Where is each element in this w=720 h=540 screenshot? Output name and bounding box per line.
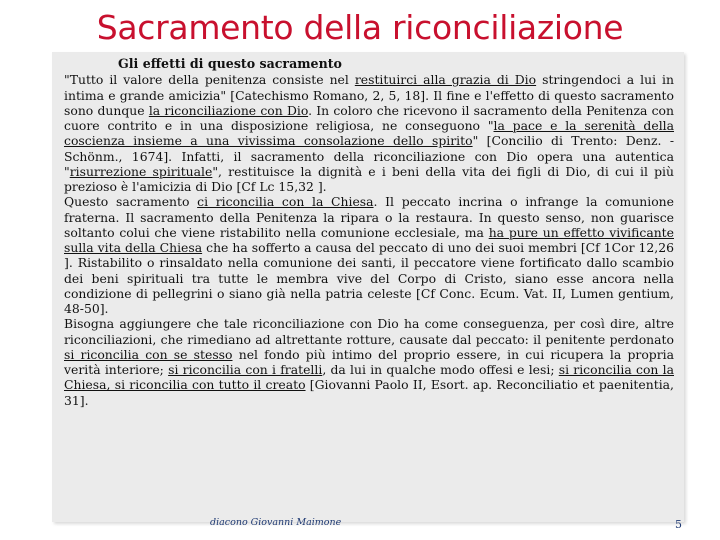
paragraph-text: nel fondo più intimo del proprio essere, in cui ricupera la propria verità interiore; <box>64 346 674 377</box>
paragraph-list <box>64 72 674 408</box>
paragraph-text: , da lui in qualche modo offesi e lesi; <box>322 362 559 377</box>
underlined-text: la pace e la serenità della coscienza insieme a una vivissima consolazione dello spirito <box>64 118 675 149</box>
paragraph-text: che ha sofferto a causa del peccato di uno dei suoi membri [Cf 1Cor 12,26 ]. Ristabilito o rinsaldato nella comunione dei santi, il peccatore viene fortificato dallo scambio dei beni spirituali tra tutte le membra vive del Corpo di Cristo, siano esse ancora nella condizione di pellegrini o siano già nella patria celeste [Cf Conc. Ecum. Vat. II, Lumen gentium, 48-50]. <box>64 240 674 316</box>
underlined-text: ci riconcilia con la Chiesa <box>197 194 374 210</box>
underlined-text: risurrezione spirituale <box>69 163 213 179</box>
paragraph <box>64 316 674 408</box>
paragraph-text: "Tutto il valore della penitenza consiste nel <box>64 72 355 88</box>
slide-body <box>64 56 674 408</box>
slide-title: Sacramento della riconciliazione <box>96 8 624 47</box>
slide-subtitle: Gli effetti di questo sacramento <box>118 56 342 71</box>
underlined-text: la riconciliazione con Dio <box>148 102 309 118</box>
underlined-text: si riconcilia con la Chiesa, si riconcilia con tutto il creato <box>64 362 674 393</box>
underlined-text: restituirci alla grazia di Dio <box>354 72 537 88</box>
page-number: 5 <box>675 518 682 531</box>
paragraph-text: " [Concilio di Trento: Denz. -Schönm., 1674]. Infatti, il sacramento della riconciliazione con Dio opera una autentica " <box>64 133 675 179</box>
paragraph-text: [Giovanni Paolo II, Esort. ap. Reconciliatio et paenitentia, 31]. <box>64 377 674 408</box>
underlined-text: si riconcilia con i fratelli <box>168 362 323 377</box>
paragraph-text: . Il peccato incrina o infrange la comunione fraterna. Il sacramento della Penitenza la ripara o la restaura. In questo senso, non guarisce soltanto colui che viene ristabilito nella comunione ecclesiale, ma <box>64 194 674 240</box>
underlined-text: si riconcilia con se stesso <box>64 346 233 362</box>
paragraph-text: Bisogna aggiungere che tale riconciliazione con Dio ha come conseguenza, per così dire, altre riconciliazioni, che rimediano ad altrettante rotture, causate dal peccato: il penitente perdonato <box>64 316 674 347</box>
paragraph <box>64 194 674 316</box>
footer-author: diacono Giovanni Maimone <box>210 517 342 528</box>
paragraph-text: stringendoci a lui in intima e grande amicizia" [Catechismo Romano, 2, 5, 18]. Il fine e l'effetto di questo sacramento sono dunque <box>64 72 674 118</box>
paragraph <box>64 72 674 194</box>
underlined-text: ha pure un effetto vivificante sulla vita della Chiesa <box>64 224 674 255</box>
paragraph-text: . In coloro che ricevono il sacramento della Penitenza con cuore contrito e in una disposizione religiosa, ne conseguono " <box>64 102 674 133</box>
paragraph-text: Questo sacramento <box>64 194 198 210</box>
paragraph-text: ", restituisce la dignità e i beni della vita dei figli di Dio, di cui il più prezioso è l'amicizia di Dio [Cf Lc 15,32 ]. <box>64 163 675 194</box>
